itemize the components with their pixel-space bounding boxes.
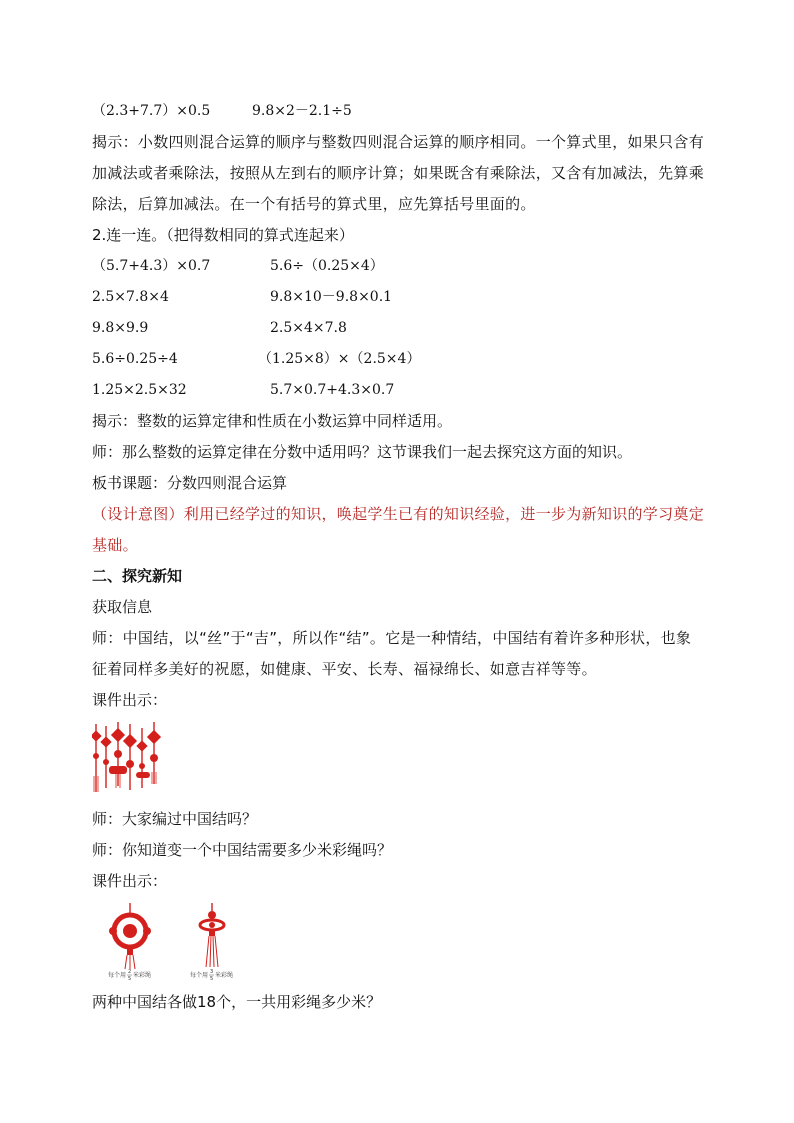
get-info-label: 获取信息 [92,598,153,616]
question-line: 两种中国结各做18个，一共用彩绳多少米？ [92,993,382,1011]
courseware-label-2: 课件出示： [92,872,168,890]
exercise-2-row [92,282,704,313]
exercise-2-row [92,313,704,344]
long-knot-icon [200,903,224,967]
expression-a: （2.3+7.7）×0.5 [92,103,211,119]
knot-2-caption-prefix: 每个用 [190,972,209,979]
knot-2-denominator: 5 [210,976,214,981]
exercise-2-row [92,251,704,282]
teacher-line-3: 师：大家编过中国结吗？ [92,810,258,828]
left-expression: 9.8×9.9 [92,320,149,336]
left-expression: 2.5×7.8×4 [92,289,169,305]
hint-paragraph-2: 揭示：整数的运算定律和性质在小数运算中同样适用。 [92,412,453,430]
chinese-knots-group-icon [92,722,164,792]
exercise-2-title: 2.连一连。（把得数相同的算式连起来） [92,226,354,244]
right-expression: （1.25×8）×（2.5×4） [258,351,421,367]
teacher-line-1: 师：那么整数的运算定律在分数中适用吗？这节课我们一起去探究这方面的知识。 [92,443,633,461]
exercise-2-row [92,375,704,406]
teacher-line-4: 师：你知道变一个中国结需要多少米彩绳吗？ [92,841,393,859]
board-title: 板书课题：分数四则混合运算 [92,474,288,492]
teacher-line-2: 师：中国结，以“丝”于“吉”，所以作“结”。它是一种情结，中国结有着许多种形状，也象征着同样多美好的祝愿，如健康、平安、长寿、福禄绵长、如意吉祥等等。 [92,629,692,678]
knot-1-caption-prefix: 每个用 [108,972,127,979]
right-expression: 5.6÷（0.25×4） [270,258,384,274]
section-2-title: 二、探究新知 [92,567,183,585]
knot-1-denominator: 5 [128,976,132,981]
right-expression: 5.7×0.7+4.3×0.7 [270,382,395,398]
exercise-1-line [92,96,704,127]
round-knot-icon [109,903,151,969]
right-expression: 9.8×10－9.8×0.1 [270,289,393,305]
left-expression: （5.7+4.3）×0.7 [92,258,211,274]
chinese-knots-image [92,722,704,796]
knot-1-caption-suffix: 米彩绳 [133,972,152,979]
two-knots-image [92,903,704,985]
exercise-2-row [92,344,704,375]
knot-2-numerator: 3 [210,969,214,975]
design-intent: （设计意图）利用已经学过的知识，唤起学生已有的知识经验，进一步为新知识的学习奠定基础。 [92,505,705,554]
expression-b: 9.8×2－2.1÷5 [252,103,352,119]
courseware-label-1: 课件出示： [92,691,168,709]
right-expression: 2.5×4×7.8 [270,320,347,336]
left-expression: 5.6÷0.25÷4 [92,351,178,367]
hint-paragraph-1: 揭示：小数四则混合运算的顺序与整数四则混合运算的顺序相同。一个算式里，如果只含有加减法或者乘除法，按照从左到右的顺序计算；如果既含有乘除法，又含有加减法，先算乘除法，后算加减法。在一个有括号的算式里，应先算括号里面的。 [92,133,705,213]
document-page [92,96,704,1018]
left-expression: 1.25×2.5×32 [92,382,187,398]
knot-2-caption-suffix: 米彩绳 [215,972,234,979]
two-knots-figure [92,903,252,981]
knot-1-numerator: 2 [128,969,132,975]
